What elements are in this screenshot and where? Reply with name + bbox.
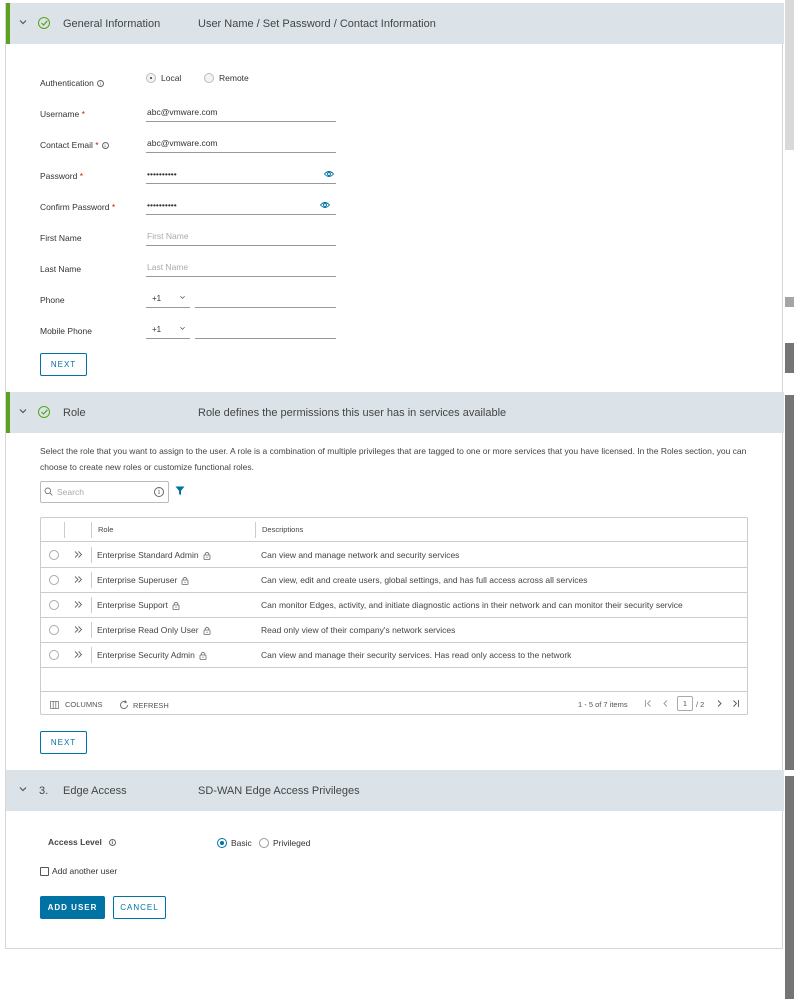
step-general-information-header[interactable] — [6, 3, 784, 44]
expand-double-chevron-icon[interactable] — [74, 575, 83, 584]
auth-local-radio[interactable]: Local — [146, 73, 181, 83]
info-icon[interactable]: i — [154, 487, 164, 497]
last-name-label: Last Name — [40, 264, 82, 274]
role-description: Read only view of their company's network services — [261, 625, 456, 635]
pagination-info: 1 - 5 of 7 items — [578, 700, 628, 709]
radio-icon[interactable] — [204, 73, 214, 83]
checkbox-icon[interactable] — [40, 867, 49, 876]
access-basic-radio[interactable]: Basic — [217, 838, 252, 848]
chevron-down-icon — [180, 295, 185, 300]
last-page-icon[interactable] — [731, 699, 740, 708]
role-search-input[interactable]: Search i — [40, 481, 169, 503]
row-select-radio[interactable] — [49, 600, 59, 610]
first-name-label: First Name — [40, 233, 82, 243]
role-description: Can view, edit and create users, global settings, and has full access across all services — [261, 575, 588, 585]
lock-icon — [172, 601, 180, 610]
column-header-role[interactable]: Role — [98, 525, 114, 534]
table-row[interactable] — [41, 543, 747, 568]
password-input[interactable]: •••••••••• — [146, 168, 336, 184]
role-name: Enterprise Read Only User — [97, 625, 211, 635]
add-another-user-checkbox[interactable]: Add another user — [40, 866, 117, 876]
role-description: Can view and manage network and security services — [261, 550, 460, 560]
eye-icon[interactable] — [320, 201, 330, 209]
role-name: Enterprise Superuser — [97, 575, 189, 585]
role-description: Can view and manage their security services. Has read only access to the network — [261, 650, 572, 660]
info-icon[interactable]: i — [97, 80, 104, 87]
add-user-wizard — [5, 3, 783, 949]
row-select-radio[interactable] — [49, 650, 59, 660]
contact-email-label: Contact Email * i — [40, 140, 109, 150]
refresh-button[interactable]: REFRESH — [119, 700, 169, 710]
radio-selected-icon[interactable] — [217, 838, 227, 848]
first-name-input[interactable]: First Name — [146, 230, 336, 246]
role-name: Enterprise Standard Admin — [97, 550, 211, 560]
role-name: Enterprise Support — [97, 600, 180, 610]
next-page-icon[interactable] — [715, 699, 724, 708]
datagrid-header — [41, 518, 747, 542]
username-input[interactable]: abc@vmware.com — [146, 106, 336, 122]
filter-icon[interactable] — [175, 486, 185, 496]
info-icon[interactable]: i — [102, 142, 109, 149]
mobile-country-code-select[interactable]: +1 — [146, 323, 190, 339]
row-select-radio[interactable] — [49, 550, 59, 560]
access-level-label: Access Level i — [48, 837, 116, 847]
chevron-down-icon[interactable] — [19, 18, 27, 26]
expand-double-chevron-icon[interactable] — [74, 625, 83, 634]
step-title: General Information — [63, 17, 161, 30]
expand-double-chevron-icon[interactable] — [74, 650, 83, 659]
username-label: Username * — [40, 109, 85, 119]
access-privileged-radio[interactable]: Privileged — [259, 838, 310, 848]
column-header-descriptions[interactable]: Descriptions — [262, 525, 304, 534]
role-name: Enterprise Security Admin — [97, 650, 207, 660]
radio-selected-icon[interactable] — [146, 73, 156, 83]
scrollbar-thumb[interactable] — [785, 395, 794, 770]
scrollbar-thumb[interactable] — [785, 343, 794, 373]
role-description: Can monitor Edges, activity, and initiate diagnostic actions in their network and can monitor their security service — [261, 600, 683, 610]
chevron-down-icon — [180, 326, 185, 331]
expand-double-chevron-icon[interactable] — [74, 600, 83, 609]
page-total: / 2 — [696, 700, 705, 709]
info-icon[interactable]: i — [109, 839, 116, 846]
lock-icon — [203, 551, 211, 560]
mobile-phone-label: Mobile Phone — [40, 326, 92, 336]
confirm-password-input[interactable]: •••••••••• — [146, 199, 336, 215]
first-page-icon[interactable] — [644, 699, 653, 708]
table-row[interactable] — [41, 643, 747, 668]
step-title: Edge Access — [63, 784, 127, 797]
columns-icon — [50, 701, 59, 709]
add-user-button[interactable]: ADD USER — [40, 896, 105, 919]
row-select-radio[interactable] — [49, 625, 59, 635]
check-circle-icon — [38, 17, 50, 29]
scrollbar-thumb[interactable] — [785, 776, 794, 999]
eye-icon[interactable] — [324, 170, 334, 178]
cancel-button[interactable]: CANCEL — [113, 896, 166, 919]
scrollbar-thumb[interactable] — [785, 297, 794, 307]
columns-toggle-button[interactable]: COLUMNS — [50, 700, 103, 709]
role-intro-text: Select the role that you want to assign to the user. A role is a combination of multiple privileges that are tagged to one or more services that you have licensed. In the Roles section, you can choose to create new roles or customize functional roles. — [40, 446, 747, 472]
page-number-input[interactable]: 1 — [677, 696, 693, 711]
refresh-icon — [119, 700, 129, 710]
step-edge-access-header[interactable] — [6, 770, 784, 811]
chevron-down-icon[interactable] — [19, 407, 27, 415]
previous-page-icon[interactable] — [661, 699, 670, 708]
chevron-down-icon[interactable] — [19, 785, 27, 793]
password-label: Password * — [40, 171, 84, 181]
row-select-radio[interactable] — [49, 575, 59, 585]
authentication-label: Authentication i — [40, 78, 104, 88]
search-icon — [44, 487, 53, 496]
step-description: User Name / Set Password / Contact Information — [198, 17, 436, 30]
table-row[interactable] — [41, 568, 747, 593]
lock-icon — [203, 626, 211, 635]
lock-icon — [181, 576, 189, 585]
step-number: 3. — [39, 784, 49, 797]
mobile-phone-input[interactable] — [195, 323, 336, 339]
table-row[interactable] — [41, 618, 747, 643]
phone-country-code-select[interactable]: +1 — [146, 292, 190, 308]
scrollbar-thumb[interactable] — [785, 0, 794, 150]
table-row[interactable] — [41, 593, 747, 618]
lock-icon — [199, 651, 207, 660]
radio-icon[interactable] — [259, 838, 269, 848]
step-description: Role defines the permissions this user has in services available — [198, 406, 507, 419]
phone-label: Phone — [40, 295, 65, 305]
auth-remote-radio[interactable]: Remote — [204, 73, 249, 83]
confirm-password-label: Confirm Password * — [40, 202, 116, 212]
step1-next-button[interactable]: NEXT — [40, 353, 87, 376]
roles-datagrid — [40, 517, 748, 715]
contact-email-input[interactable]: abc@vmware.com — [146, 137, 336, 153]
expand-double-chevron-icon[interactable] — [74, 550, 83, 559]
step2-next-button[interactable]: NEXT — [40, 731, 87, 754]
last-name-input[interactable]: Last Name — [146, 261, 336, 277]
step-role-header[interactable] — [6, 392, 784, 433]
phone-input[interactable] — [195, 292, 336, 308]
step-title: Role — [63, 406, 86, 419]
datagrid-footer — [41, 691, 747, 715]
check-circle-icon — [38, 406, 50, 418]
step-description: SD-WAN Edge Access Privileges — [198, 784, 360, 797]
